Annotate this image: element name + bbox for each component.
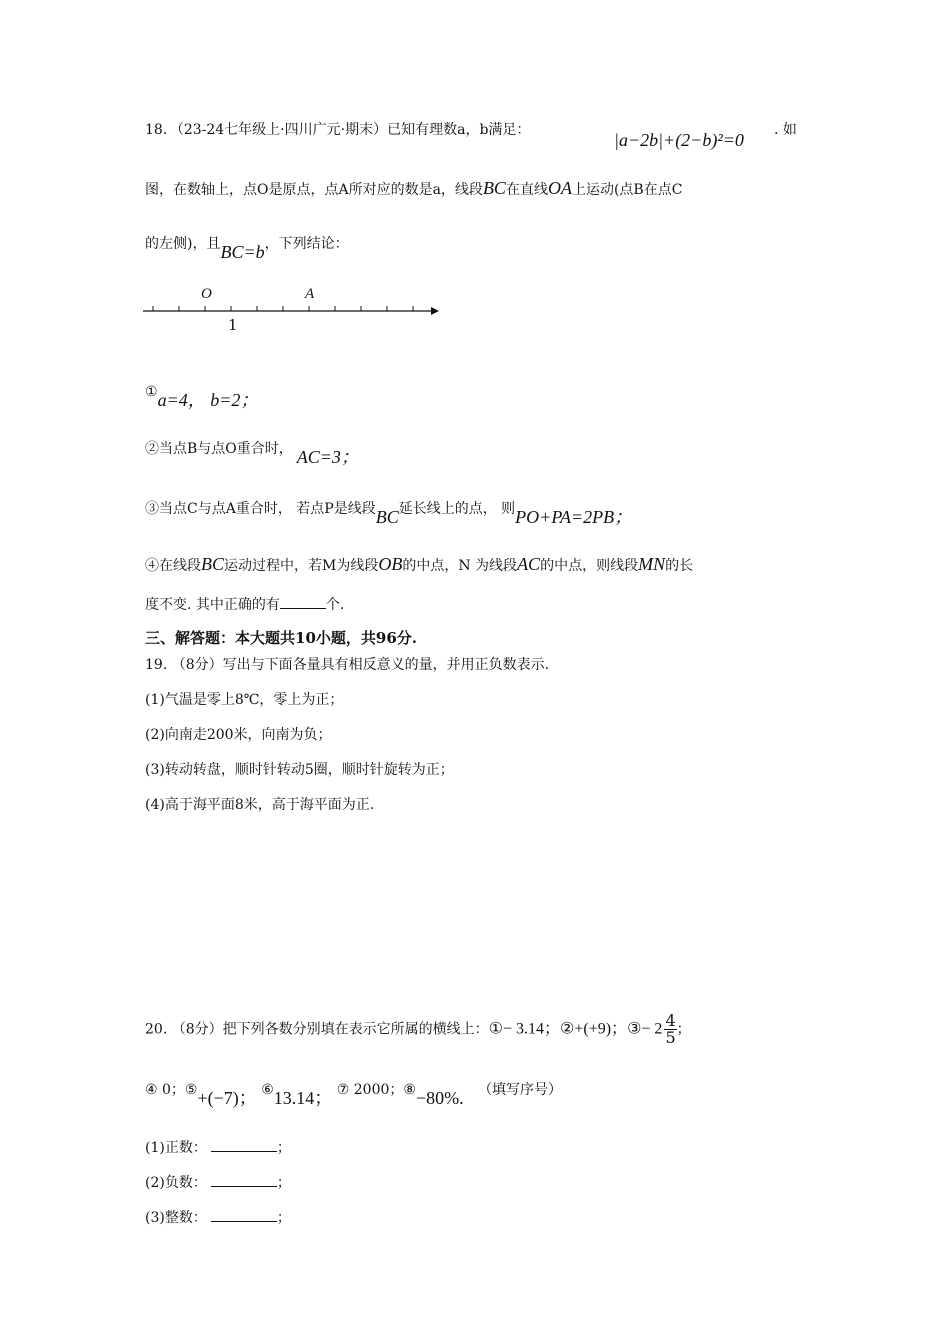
q18-line-3 [145,232,349,262]
q19-title: 19. （8分）写出与下面各量具有相反意义的量，并用正负数表示. [145,657,550,673]
text: 的长 [665,558,694,574]
text: 个. [325,597,345,613]
segment-ob: OB [378,554,403,574]
text: 度不变. 其中正确的有 [145,597,280,613]
segment-mn: MN [638,554,666,574]
number-5: +(−7)； [197,1088,257,1108]
question-number: 18． [145,122,177,138]
number-7: ⑦ 2000； [336,1082,404,1098]
q19-item-3: (3)转动转盘，顺时针转动5圈，顺时针旋转为正； [145,762,454,778]
number-1: ①− 3.14； [488,1020,560,1038]
statement-2-math: AC=3； [296,447,359,467]
statement-3-math: PO+PA=2PB； [515,507,633,527]
number-3: ③− 2 [627,1020,663,1038]
q20-title: 20. （8分）把下列各数分别填在表示它所属的横线上： [145,1021,489,1038]
fraction [664,1013,676,1046]
segment-bc: BC [375,507,399,527]
text: ； [676,1021,691,1038]
denominator: 5 [665,1028,676,1047]
note: （填写序号） [478,1082,563,1098]
text: ③当点C与点A重合时， 若点P是线段 [145,501,376,517]
text: ，下列结论： [264,236,349,252]
segment-oa: OA [547,178,572,198]
numerator: 4 [665,1011,676,1030]
circled-number: ⑤ [184,1082,198,1098]
text: ； [276,1210,291,1226]
label-a: A [305,286,315,302]
segment-ac: AC [517,554,541,574]
blank-row-integer [145,1207,291,1228]
label-o: O [201,286,212,302]
q19-item-4: (4)高于海平面8米，高于海平面为正. [145,797,375,813]
text: ； [276,1175,291,1191]
number-6: 13.14； [273,1088,333,1108]
text: 延长线上的点， 则 [398,501,516,517]
statement-1 [145,380,259,410]
section-title: 三、解答题：本大题共10小题，共96分. [145,629,417,647]
statement-4-line-2 [145,594,344,615]
question-source: （23-24七年级上·四川广元·期末） [176,122,388,138]
answer-blank[interactable] [211,1137,277,1152]
text: 上运动(点B在点C [571,182,683,198]
segment-bc: BC [201,554,225,574]
number-2: ②+(+9)； [560,1020,628,1038]
text: 图，在数轴上，点O是原点，点A所对应的数是a，线段 [145,182,483,198]
q19-item-1: (1)气温是零上8℃，零上为正； [145,692,344,708]
text: 在直线 [505,182,548,198]
number-4: ④ 0； [145,1082,185,1098]
number-8: −80%. [415,1088,464,1108]
statement-3 [145,497,633,527]
text: ②当点B与点O重合时， [145,441,293,457]
blank-row-negative [145,1172,291,1193]
tick-label-1: 1 [228,316,238,334]
blank-label: (2)负数： [145,1175,207,1191]
segment-bc: BC [482,178,506,198]
blank-row-positive [145,1137,291,1158]
statement-4 [145,554,693,576]
number-line-figure [143,284,443,336]
q19-item-2: (2)向南走200米，向南为负； [145,727,332,743]
answer-blank[interactable] [211,1172,277,1187]
q18-line-1 [145,120,530,140]
answer-blank[interactable] [280,594,326,609]
text: ； [276,1140,291,1156]
circled-number: ① [145,384,158,400]
text: ④在线段 [145,558,201,574]
q20-line-2 [145,1078,563,1108]
answer-blank[interactable] [211,1207,277,1222]
bc-equation: BC=b [220,242,265,262]
number-line-icon [143,284,443,336]
text: 的中点，则线段 [540,558,639,574]
statement-2 [145,437,359,467]
equation: |a−2b|+(2−b)²=0 [614,130,744,150]
circled-number: ⑥ [261,1082,274,1098]
text-ru: . 如 [774,122,797,138]
text: 的中点，N 为线段 [402,558,518,574]
q18-line-2 [145,178,682,200]
circled-number: ⑧ [403,1082,416,1098]
question-intro: 已知有理数a，b满足： [387,122,531,138]
statement-1-math: a=4， b=2； [157,390,259,410]
text: 运动过程中，若M为线段 [224,558,379,574]
q20-line-1 [145,1013,691,1046]
text: 的左侧)，且 [145,236,221,252]
blank-label: (3)整数： [145,1210,207,1226]
blank-label: (1)正数： [145,1140,207,1156]
